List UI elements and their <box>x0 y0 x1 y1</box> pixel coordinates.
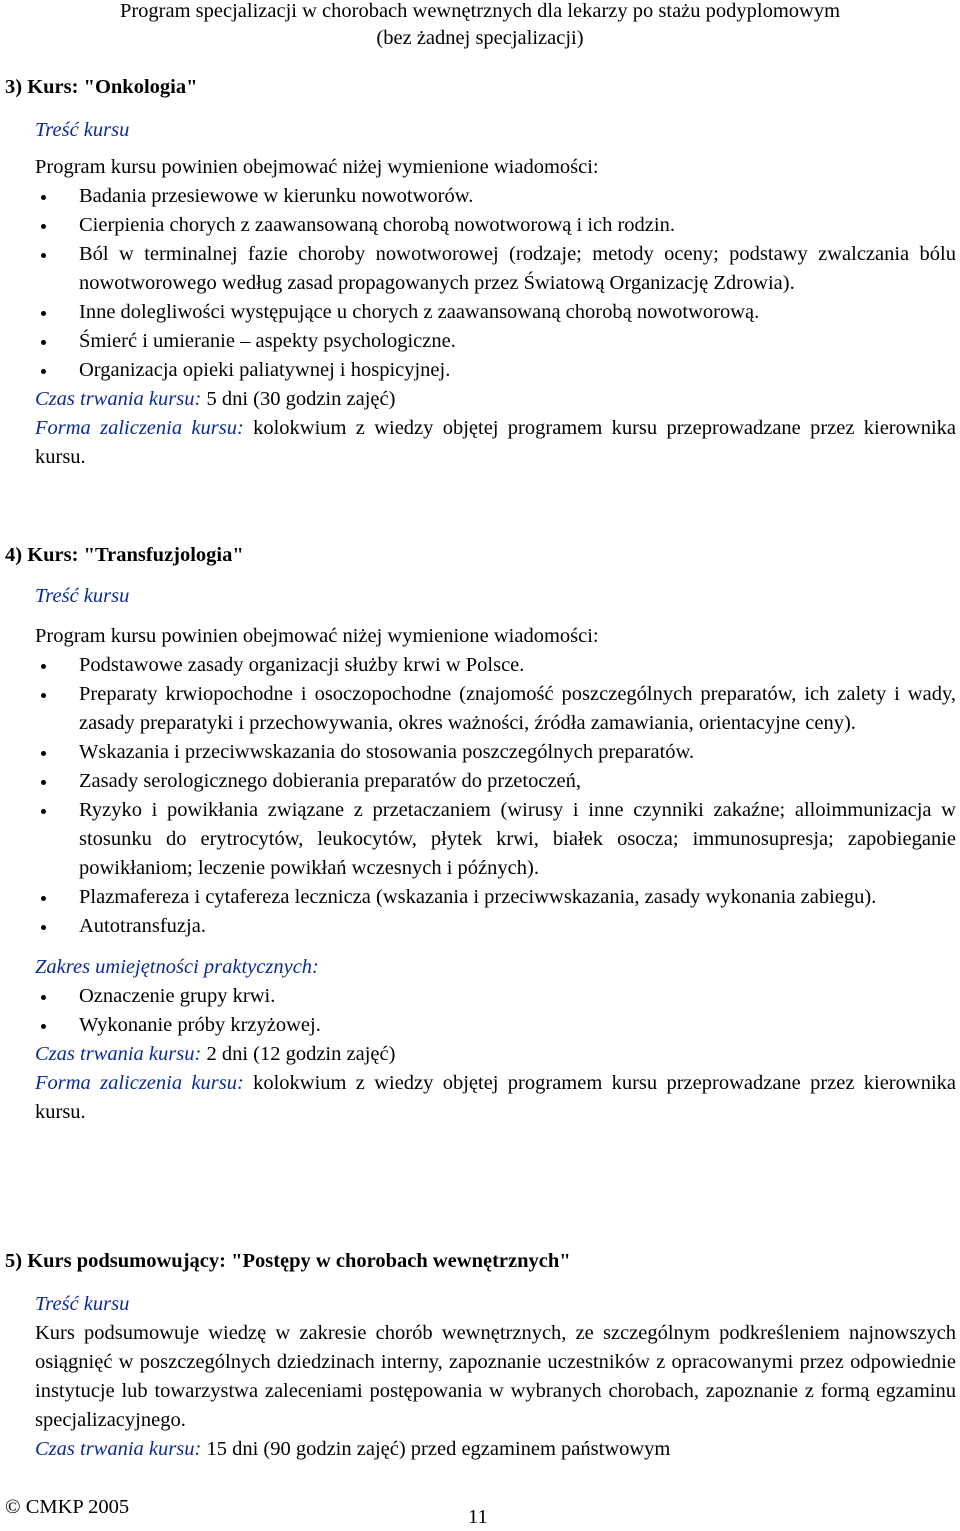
bullet-icon <box>41 925 46 930</box>
section-transfusiology <box>0 541 960 1127</box>
bullet-icon <box>41 809 46 814</box>
section-oncology <box>0 73 960 472</box>
course-content-label: Treść kursu <box>35 1293 130 1315</box>
course-duration <box>0 1040 960 1069</box>
course-duration <box>0 385 960 414</box>
list-item: Autotransfuzja. <box>0 912 960 941</box>
skills-list <box>0 982 960 1040</box>
duration-label: Czas trwania kursu: <box>35 1438 202 1460</box>
program-intro: Program kursu powinien obejmować niżej wymienione wiadomości: <box>35 156 599 178</box>
course-duration <box>0 1435 960 1464</box>
bullet-icon <box>41 751 46 756</box>
list-item: Oznaczenie grupy krwi. <box>0 982 960 1011</box>
section-heading: 4) Kurs: "Transfuzjologia" <box>5 544 244 566</box>
bullet-icon <box>41 369 46 374</box>
course-content-label: Treść kursu <box>35 119 130 141</box>
course-assessment <box>0 1069 960 1127</box>
program-intro: Program kursu powinien obejmować niżej wymienione wiadomości: <box>35 625 599 647</box>
list-item: Śmierć i umieranie – aspekty psychologiczne. <box>0 327 960 356</box>
practical-skills-label: Zakres umiejętności praktycznych: <box>35 956 319 978</box>
course-assessment <box>0 414 960 472</box>
topic-list <box>0 651 960 941</box>
section-heading: 3) Kurs: "Onkologia" <box>5 76 198 98</box>
assessment-value: kolokwium z wiedzy objętej programem kursu przeprowadzane przez kierownika kursu. <box>35 1072 956 1123</box>
list-item: Badania przesiewowe w kierunku nowotworów. <box>0 182 960 211</box>
assessment-label: Forma zaliczenia kursu: <box>35 1072 244 1094</box>
assessment-label: Forma zaliczenia kursu: <box>35 417 244 439</box>
duration-label: Czas trwania kursu: <box>35 388 202 410</box>
course-description: Kurs podsumowuje wiedzę w zakresie chorób wewnętrznych, ze szczególnym podkreśleniem najnowszych osiągnięć w poszczególnych dziedzinach interny, zapoznanie uczestników z opracowanymi przez odpowiednie instytucje lub towarzystwa zaleceniami postępowania w wybranych chorobach, zapoznanie z formą egzaminu specjalizacyjnego. <box>35 1322 956 1431</box>
list-item: Ból w terminalnej fazie choroby nowotworowej (rodzaje; metody oceny; podstawy zwalczania bólu nowotworowego według zasad propagowanych przez Światową Organizację Zdrowia). <box>0 240 960 298</box>
course-content-label: Treść kursu <box>35 585 130 607</box>
bullet-icon <box>41 995 46 1000</box>
header-title: Program specjalizacji w chorobach wewnętrznych dla lekarzy po stażu podyplomowym <box>119 0 841 22</box>
list-item: Cierpienia chorych z zaawansowaną chorobą nowotworową i ich rodzin. <box>0 211 960 240</box>
header-subtitle: (bez żadnej specjalizacji) <box>376 27 584 49</box>
bullet-icon <box>41 195 46 200</box>
duration-label: Czas trwania kursu: <box>35 1043 202 1065</box>
list-item: Organizacja opieki paliatywnej i hospicyjnej. <box>0 356 960 385</box>
bullet-icon <box>41 693 46 698</box>
bullet-icon <box>41 780 46 785</box>
list-item: Preparaty krwiopochodne i osoczopochodne (znajomość poszczególnych preparatów, ich zalety i wady, zasady preparatyki i przechowywania, okres ważności, źródła zamawiania, orientacyjne ceny). <box>0 680 960 738</box>
list-item: Podstawowe zasady organizacji służby krwi w Polsce. <box>0 651 960 680</box>
duration-value: 2 dni (12 godzin zajęć) <box>201 1043 396 1065</box>
duration-value: 5 dni (30 godzin zajęć) <box>201 388 396 410</box>
bullet-icon <box>41 253 46 258</box>
list-item: Wskazania i przeciwwskazania do stosowania poszczególnych preparatów. <box>0 738 960 767</box>
section-summary-course <box>0 1247 960 1464</box>
bullet-icon <box>41 311 46 316</box>
list-item: Inne dolegliwości występujące u chorych z zaawansowaną chorobą nowotworową. <box>0 298 960 327</box>
bullet-icon <box>41 340 46 345</box>
page-number: 11 <box>468 1506 488 1528</box>
bullet-icon <box>41 224 46 229</box>
running-header <box>0 0 960 52</box>
bullet-icon <box>41 664 46 669</box>
duration-value: 15 dni (90 godzin zajęć) przed egzaminem państwowym <box>201 1438 671 1460</box>
copyright-notice: © CMKP 2005 <box>5 1496 130 1518</box>
bullet-icon <box>41 1024 46 1029</box>
list-item: Zasady serologicznego dobierania preparatów do przetoczeń, <box>0 767 960 796</box>
topic-list <box>0 182 960 385</box>
bullet-icon <box>41 896 46 901</box>
assessment-value: kolokwium z wiedzy objętej programem kursu przeprowadzane przez kierownika kursu. <box>35 417 956 468</box>
list-item: Wykonanie próby krzyżowej. <box>0 1011 960 1040</box>
list-item: Ryzyko i powikłania związane z przetaczaniem (wirusy i inne czynniki zakaźne; alloimmunizacja w stosunku do erytrocytów, leukocytów, płytek krwi, białek osocza; immunosupresja; zapobieganie powikłaniom; leczenie powikłań wczesnych i późnych). <box>0 796 960 883</box>
list-item: Plazmafereza i cytafereza lecznicza (wskazania i przeciwwskazania, zasady wykonania zabiegu). <box>0 883 960 912</box>
section-heading: 5) Kurs podsumowujący: "Postępy w chorobach wewnętrznych" <box>5 1250 571 1272</box>
